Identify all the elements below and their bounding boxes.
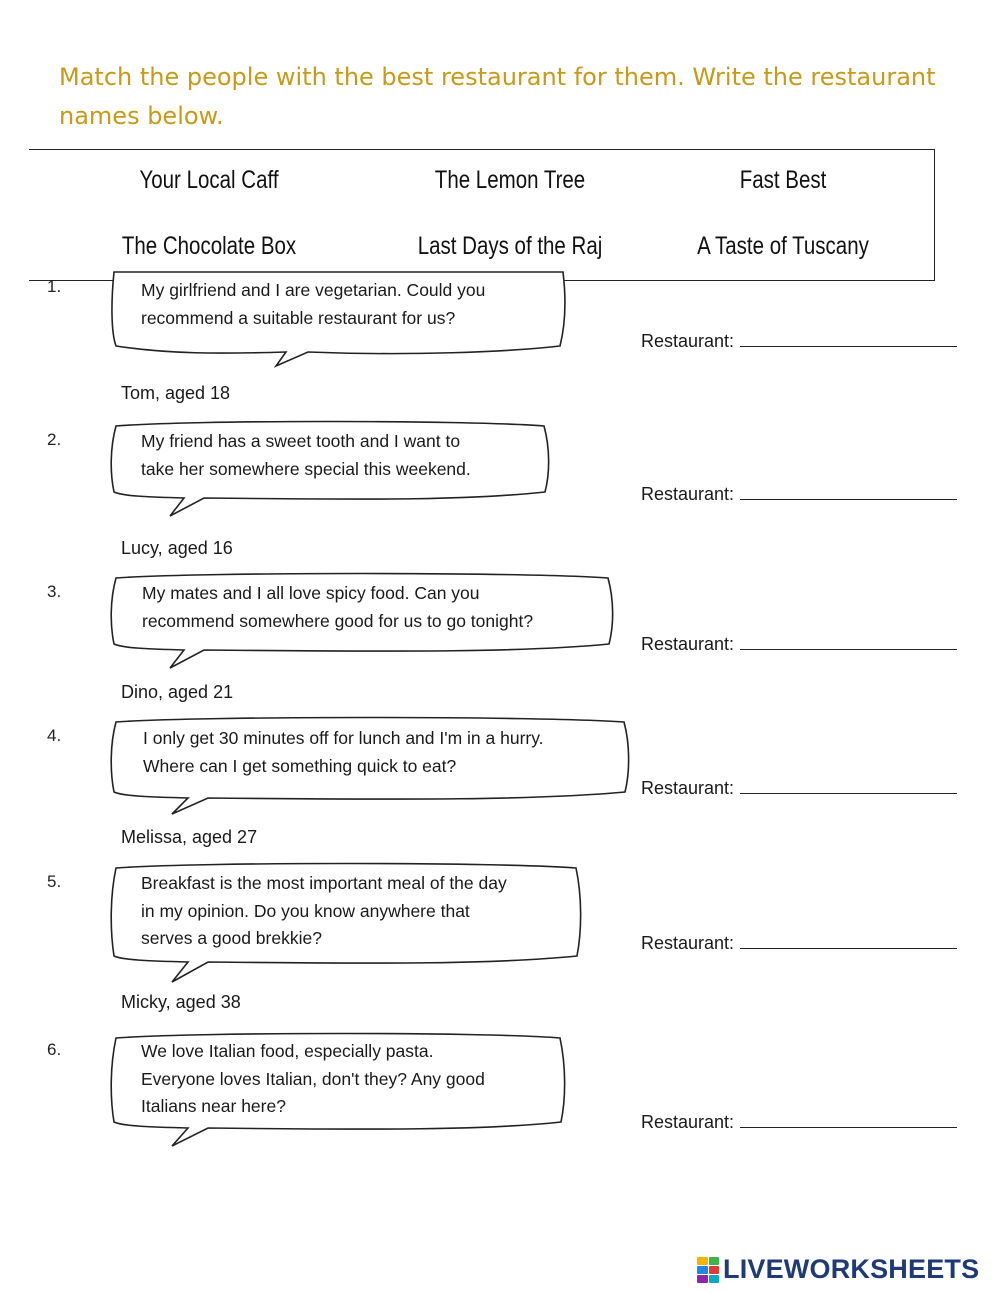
item-number: 3. bbox=[47, 582, 62, 601]
bubble-text: Breakfast is the most important meal of the day in my opinion. Do you know anywhere that serves a good brekkie? bbox=[141, 873, 507, 948]
person-name: Micky, aged 38 bbox=[121, 992, 241, 1012]
liveworksheets-logo bbox=[697, 1254, 979, 1285]
answer-label: Restaurant: bbox=[641, 331, 735, 351]
bubble-text: My mates and I all love spicy food. Can you recommend somewhere good for us to go tonight? bbox=[142, 583, 534, 631]
logo-tile bbox=[709, 1275, 720, 1283]
logo-tile bbox=[697, 1275, 708, 1283]
answer-row bbox=[641, 330, 957, 352]
person-name: Dino, aged 21 bbox=[121, 682, 234, 702]
person-name: Tom, aged 18 bbox=[121, 383, 231, 403]
item-number: 5. bbox=[47, 872, 62, 891]
item-number: 1. bbox=[47, 277, 62, 296]
answer-row bbox=[641, 633, 957, 655]
bubble-text: I only get 30 minutes off for lunch and I'm in a hurry. Where can I get something quick to eat? bbox=[143, 728, 544, 776]
bubble-text: My girlfriend and I are vegetarian. Could you recommend a suitable restaurant for us? bbox=[141, 280, 486, 328]
logo-text: LIVEWORKSHEETS bbox=[723, 1254, 980, 1284]
restaurant-name: The Chocolate Box bbox=[121, 232, 297, 260]
item-number: 6. bbox=[47, 1040, 62, 1059]
restaurant-name: The Lemon Tree bbox=[434, 166, 586, 194]
answer-input[interactable] bbox=[740, 777, 957, 794]
logo-tile bbox=[709, 1257, 720, 1265]
answer-label: Restaurant: bbox=[641, 484, 735, 504]
answer-input[interactable] bbox=[740, 1111, 957, 1128]
item-number: 2. bbox=[47, 430, 62, 449]
answer-input[interactable] bbox=[740, 932, 957, 949]
answer-label: Restaurant: bbox=[641, 1112, 735, 1132]
answer-row bbox=[641, 483, 957, 505]
logo-tile bbox=[709, 1266, 720, 1274]
answer-label: Restaurant: bbox=[641, 933, 735, 953]
restaurant-name: Your Local Caff bbox=[139, 166, 279, 194]
answer-input[interactable] bbox=[740, 633, 957, 650]
restaurant-name: A Taste of Tuscany bbox=[697, 232, 869, 260]
answer-row bbox=[641, 777, 957, 799]
logo-tile bbox=[697, 1266, 708, 1274]
person-name: Melissa, aged 27 bbox=[121, 827, 258, 847]
answer-label: Restaurant: bbox=[641, 634, 735, 654]
restaurant-name: Fast Best bbox=[739, 166, 827, 194]
answer-row bbox=[641, 932, 957, 954]
answer-input[interactable] bbox=[740, 330, 957, 347]
answer-input[interactable] bbox=[740, 483, 957, 500]
bubble-text: My friend has a sweet tooth and I want to take her somewhere special this weekend. bbox=[141, 431, 471, 479]
logo-tile bbox=[697, 1257, 708, 1265]
instruction-text: Match the people with the best restaurant for them. Write the restaurant names below. bbox=[59, 63, 936, 130]
answer-label: Restaurant: bbox=[641, 778, 735, 798]
restaurant-name: Last Days of the Raj bbox=[417, 232, 603, 260]
logo-icon bbox=[697, 1257, 719, 1283]
person-name: Lucy, aged 16 bbox=[121, 538, 233, 558]
item-number: 4. bbox=[47, 726, 62, 745]
bubble-text: We love Italian food, especially pasta. Everyone loves Italian, don't they? Any good Italians near here? bbox=[141, 1041, 485, 1116]
answer-row bbox=[641, 1111, 957, 1133]
